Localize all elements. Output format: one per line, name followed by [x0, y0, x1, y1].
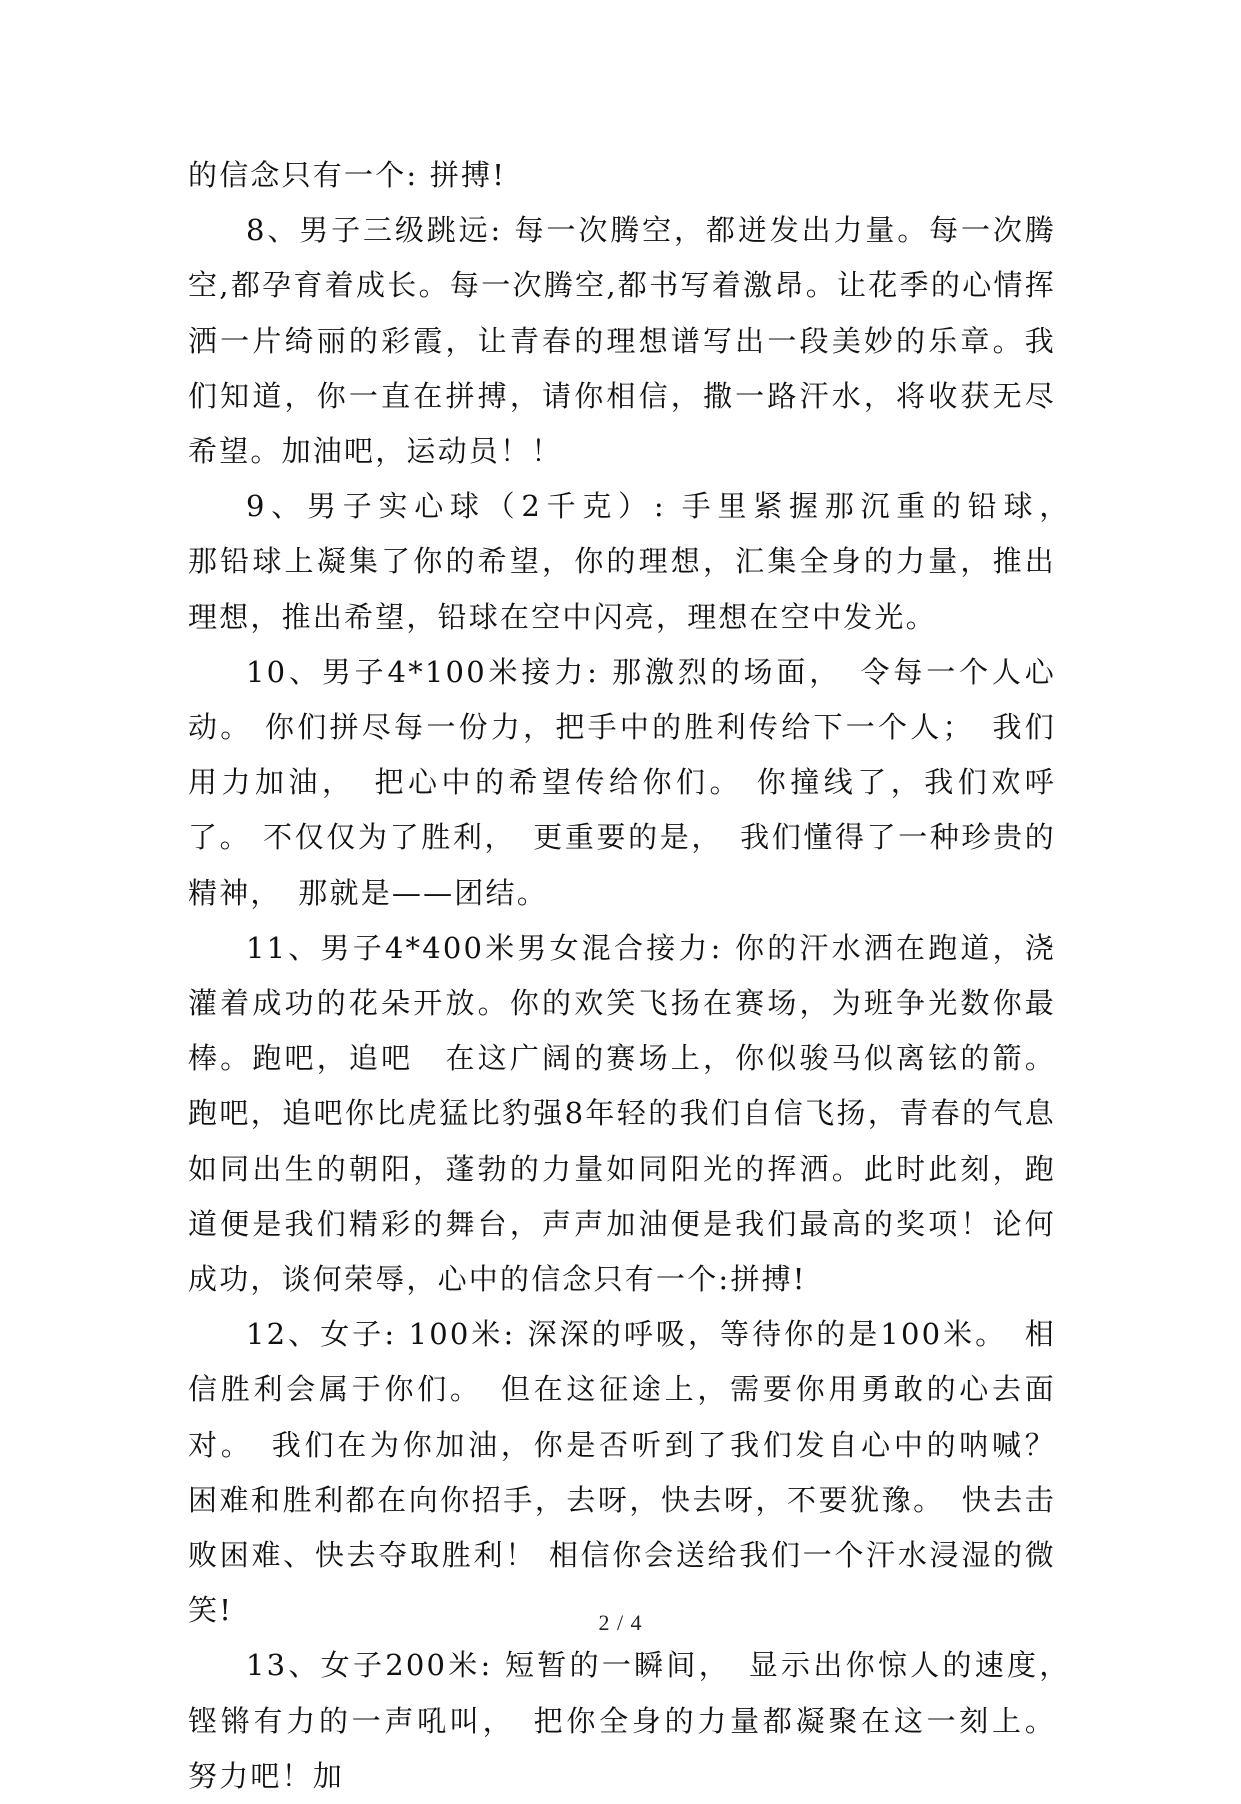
document-body: [188, 148, 1150, 1804]
paragraph-item-12: 12、女子: 100米: 深深的呼吸，等待你的是100米。 相信胜利会属于你们。 但在这征途上，需要你用勇敢的心去面对。 我们在为你加油，你是否听到了我们发自心中的呐喊？ 困难和胜利都在向你招手，去呀，快去呀，不要犹豫。 快去击败困难、快去夺取胜利！ 相信你会送给我们一个汗水浸湿的微笑!: [188, 1317, 1056, 1628]
paragraph-continuation: 的信念只有一个: 拼搏!: [188, 158, 507, 192]
paragraph-item-9: 9、男子实心球（2千克）: 手里紧握那沉重的铅球， 那铅球上凝集了你的希望，你的理想，汇集全身的力量，推出理想，推出希望，铅球在空中闪亮，理想在空中发光。: [188, 489, 1150, 634]
page-number: 2 / 4: [598, 1610, 643, 1635]
paragraph-item-10: 10、男子4*100米接力: 那激烈的场面， 令每一个人心动。 你们拼尽每一份力，把手中的胜利传给下一个人； 我们用力加油， 把心中的希望传给你们。 你撞线了，我们欢呼了。 不仅仅为了胜利， 更重要的是， 我们懂得了一种珍贵的精神， 那就是——团结。: [188, 654, 1056, 910]
paragraph-item-13: 13、女子200米: 短暂的一瞬间， 显示出你惊人的速度， 铿锵有力的一声吼叫， 把你全身的力量都凝聚在这一刻上。 努力吧！加: [188, 1648, 1088, 1793]
paragraph-item-11: 11、男子4*400米男女混合接力: 你的汗水洒在跑道，浇灌着成功的花朵开放。你的欢笑飞扬在赛场，为班争光数你最棒。跑吧，追吧 在这广阔的赛场上，你似骏马似离铉的箭。跑吧，追吧你比虎猛比豹强8年轻的我们自信飞扬，青春的气息如同出生的朝阳，蓬勃的力量如同阳光的挥洒。此时此刻，跑道便是我们精彩的舞台，声声加油便是我们最高的奖项！论何成功，谈何荣辱，心中的信念只有一个:拼搏!: [188, 930, 1056, 1297]
paragraph-item-8: 8、男子三级跳远: 每一次腾空，都迸发出力量。每一次腾空,都孕育着成长。每一次腾空,都书写着激昂。让花季的心情挥洒一片绮丽的彩霞，让青春的理想谱写出一段美妙的乐章。我们知道，你一直在拼搏，请你相信，撒一路汗水，将收获无尽希望。加油吧，运动员！！: [188, 213, 1056, 469]
